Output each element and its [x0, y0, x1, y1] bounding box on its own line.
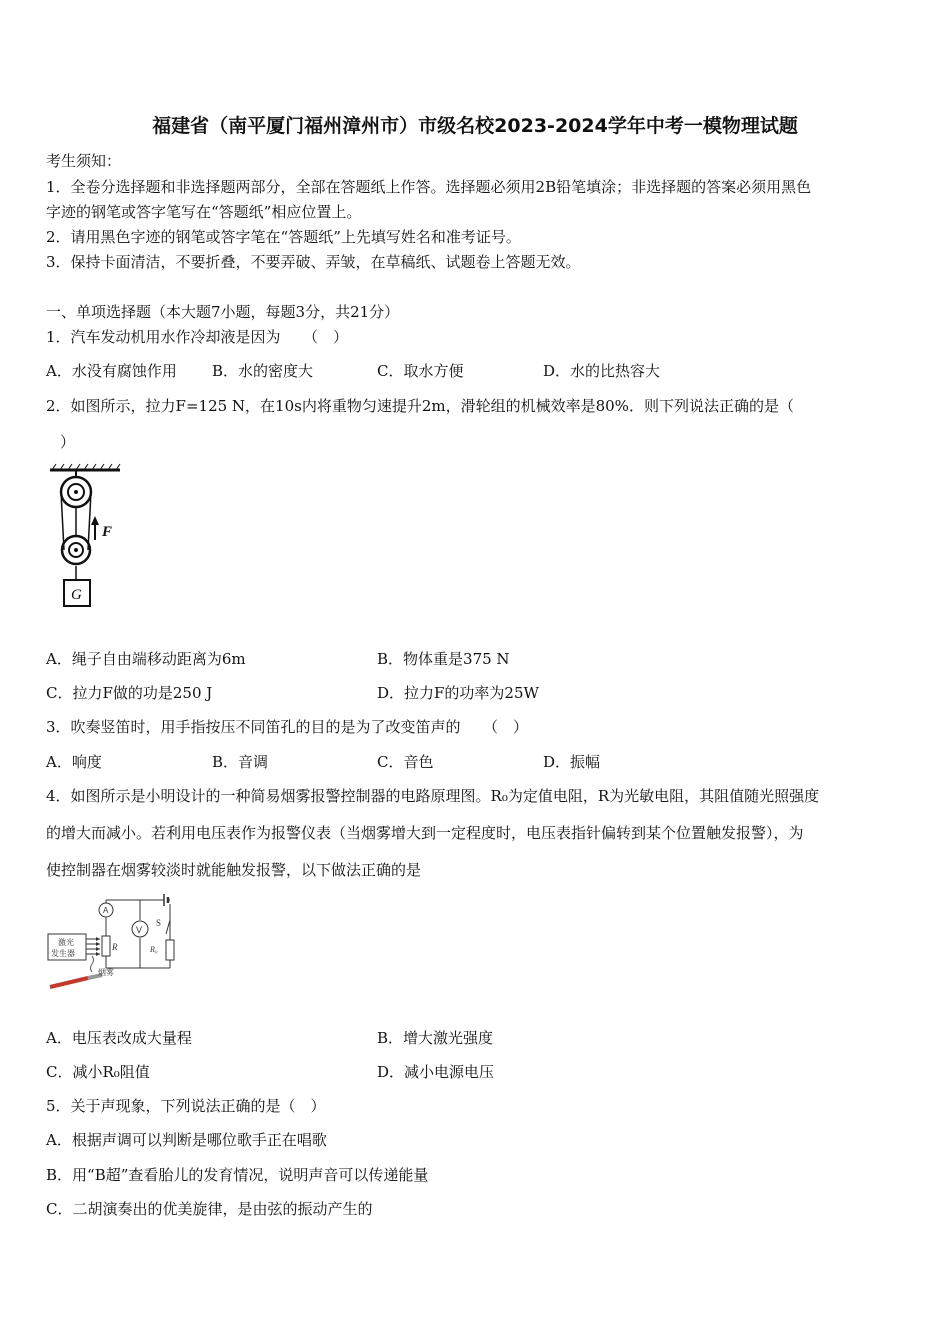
weight-label: G [71, 587, 82, 603]
question-5-option-c: C．二胡演奏出的优美旋律，是由弦的振动产生的 [46, 1200, 373, 1218]
question-4-stem-line-1: 4．如图所示是小明设计的一种简易烟雾报警控制器的电路原理图。R₀为定值电阻，R为光敏电阻，其阻值随光照强度 [46, 787, 820, 805]
question-3-option-b: B．音调 [212, 753, 269, 771]
force-arrow [91, 516, 99, 540]
notice-heading: 考生须知： [46, 152, 122, 170]
photoresistor [102, 936, 110, 956]
battery [164, 894, 170, 906]
notice-item-1-line-2: 字迹的钢笔或答字笔写在“答题纸”相应位置上。 [46, 203, 362, 221]
cigarette [50, 956, 102, 987]
question-4-option-c: C．减小R₀阻值 [46, 1063, 150, 1081]
notice-item-3: 3．保持卡面清洁，不要折叠，不要弄破、弄皱，在草稿纸、试题卷上答题无效。 [46, 253, 581, 271]
smoke-label: 烟雾 [98, 968, 114, 977]
fixed-resistor-label: R₀ [150, 945, 158, 954]
laser-label-line-1: 激光 [58, 938, 74, 947]
question-2-stem-line-1: 2．如图所示，拉力F=125 N，在10s内将重物匀速提升2m，滑轮组的机械效率是80%．则下列说法正确的是（ [46, 397, 794, 415]
question-2-option-a: A．绳子自由端移动距离为6m [46, 650, 246, 668]
question-4-option-a: A．电压表改成大量程 [46, 1029, 192, 1047]
exam-title: 福建省（南平厦门福州漳州市）市级名校2023-2024学年中考一模物理试题 [152, 115, 798, 137]
question-1-option-c: C．取水方便 [377, 362, 464, 380]
question-4-option-b: B．增大激光强度 [377, 1029, 494, 1047]
laser-beams [86, 937, 100, 956]
question-5-stem: 5．关于声现象，下列说法正确的是（ ） [46, 1097, 326, 1115]
photoresistor-label: R [112, 942, 118, 952]
fixed-pulley [61, 477, 91, 507]
force-label: F [102, 524, 113, 540]
question-3-stem: 3．吹奏竖笛时，用手指按压不同笛孔的目的是为了改变笛声的 （ ） [46, 718, 529, 736]
voltmeter-label: V [136, 925, 143, 935]
question-1-option-a: A．水没有腐蚀作用 [46, 362, 177, 380]
question-4-option-d: D．减小电源电压 [377, 1063, 495, 1081]
smoke-alarm-circuit-diagram [44, 890, 194, 998]
question-2-option-c: C．拉力F做的功是250 J [46, 684, 213, 702]
fixed-resistor [166, 940, 174, 960]
question-3-option-a: A．响度 [46, 753, 102, 771]
question-5-option-a: A．根据声调可以判断是哪位歌手正在唱歌 [46, 1131, 327, 1149]
section-heading: 一、单项选择题（本大题7小题，每题3分，共21分） [46, 303, 400, 321]
ceiling-support [50, 464, 120, 478]
pulley-diagram [44, 462, 130, 612]
question-2-stem-line-2: ） [60, 433, 76, 451]
switch [166, 920, 170, 934]
question-5-option-b: B．用“B超”查看胎儿的发育情况，说明声音可以传递能量 [46, 1166, 429, 1184]
question-1-option-d: D．水的比热容大 [543, 362, 661, 380]
laser-label-line-2: 发生器 [51, 949, 75, 958]
question-1-option-b: B．水的密度大 [212, 362, 314, 380]
question-1-stem: 1．汽车发动机用水作冷却液是因为 （ ） [46, 328, 349, 346]
movable-pulley [62, 536, 90, 564]
switch-label: S [156, 918, 162, 928]
question-4-stem-line-3: 使控制器在烟雾较淡时就能触发报警，以下做法正确的是 [46, 861, 422, 879]
question-4-stem-line-2: 的增大而减小。若利用电压表作为报警仪表（当烟雾增大到一定程度时，电压表指针偏转到某个位置触发报警），为 [46, 824, 804, 842]
question-3-option-c: C．音色 [377, 753, 434, 771]
notice-item-2: 2．请用黑色字迹的钢笔或答字笔在“答题纸”上先填写姓名和准考证号。 [46, 228, 521, 246]
question-2-option-d: D．拉力F的功率为25W [377, 684, 539, 702]
ammeter-label: A [103, 906, 109, 915]
question-3-option-d: D．振幅 [543, 753, 601, 771]
question-2-option-b: B．物体重是375 N [377, 650, 510, 668]
notice-item-1-line-1: 1．全卷分选择题和非选择题两部分，全部在答题纸上作答。选择题必须用2B铅笔填涂；非选择题的答案必须用黑色 [46, 178, 812, 196]
